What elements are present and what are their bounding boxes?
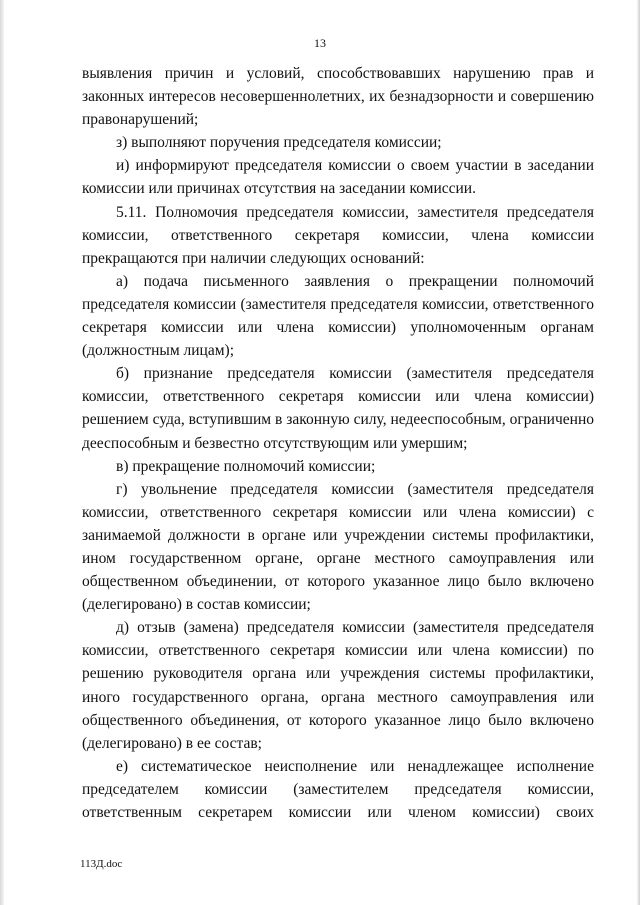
paragraph: а) подача письменного заявления о прекращении полномочий председателя комиссии (заместителя председателя комиссии, ответственного секретаря комиссии или члена комиссии) уполномоченным органам (должностным лицам);	[82, 272, 594, 360]
page-number: 13	[314, 36, 326, 50]
paragraph: б) признание председателя комиссии (заместителя председателя комиссии, ответственного секретаря комиссии или члена комиссии) решением суда, вступившим в законную силу, недееспособным, ограниченно дееспособным и безвестно отсутствующим или умершим;	[82, 365, 594, 452]
footer-filename: 113Д.doc	[80, 858, 123, 870]
paragraph: г) увольнение председателя комиссии (заместителя председателя комиссии, ответственного секретаря комиссии или члена комиссии) с занимаемой должности в органе или учреждении системы профилактики, ином государственном органе, органе местного самоуправления или общественном объединении, от которого указанное лицо было включено (делегировано) в состав комиссии;	[82, 480, 594, 614]
paragraph: выявления причин и условий, способствовавших нарушению прав и законных интересов несовершеннолетних, их безнадзорности и совершению правонарушений;	[82, 65, 594, 129]
paragraph: д) отзыв (замена) председателя комиссии (заместителя председателя комиссии, ответственного секретаря комиссии или члена комиссии) по решению руководителя органа или учреждения системы профилактики, иного государственного органа, органа местного самоуправления или общественного объединения, от которого указанное лицо было включено (делегировано) в ее состав;	[82, 619, 594, 752]
scan-edge-left	[0, 0, 4, 905]
paragraph: в) прекращение полномочий комиссии;	[116, 457, 376, 475]
paragraph: и) информируют председателя комиссии о своем участии в заседании комиссии или причинах отсутствия на заседании комиссии.	[82, 157, 594, 198]
document-body	[82, 62, 594, 824]
paragraph: 5.11. Полномочия председателя комиссии, заместителя председателя комиссии, ответственного секретаря комиссии, члена комиссии прекращаются при наличии следующих оснований:	[82, 203, 594, 267]
paragraph: е) систематическое неисполнение или ненадлежащее исполнение председателем комиссии (заместителем председателя комиссии, ответственным секретарем комиссии или членом комиссии) своих	[82, 757, 594, 821]
paragraph: з) выполняют поручения председателя комиссии;	[116, 134, 442, 152]
